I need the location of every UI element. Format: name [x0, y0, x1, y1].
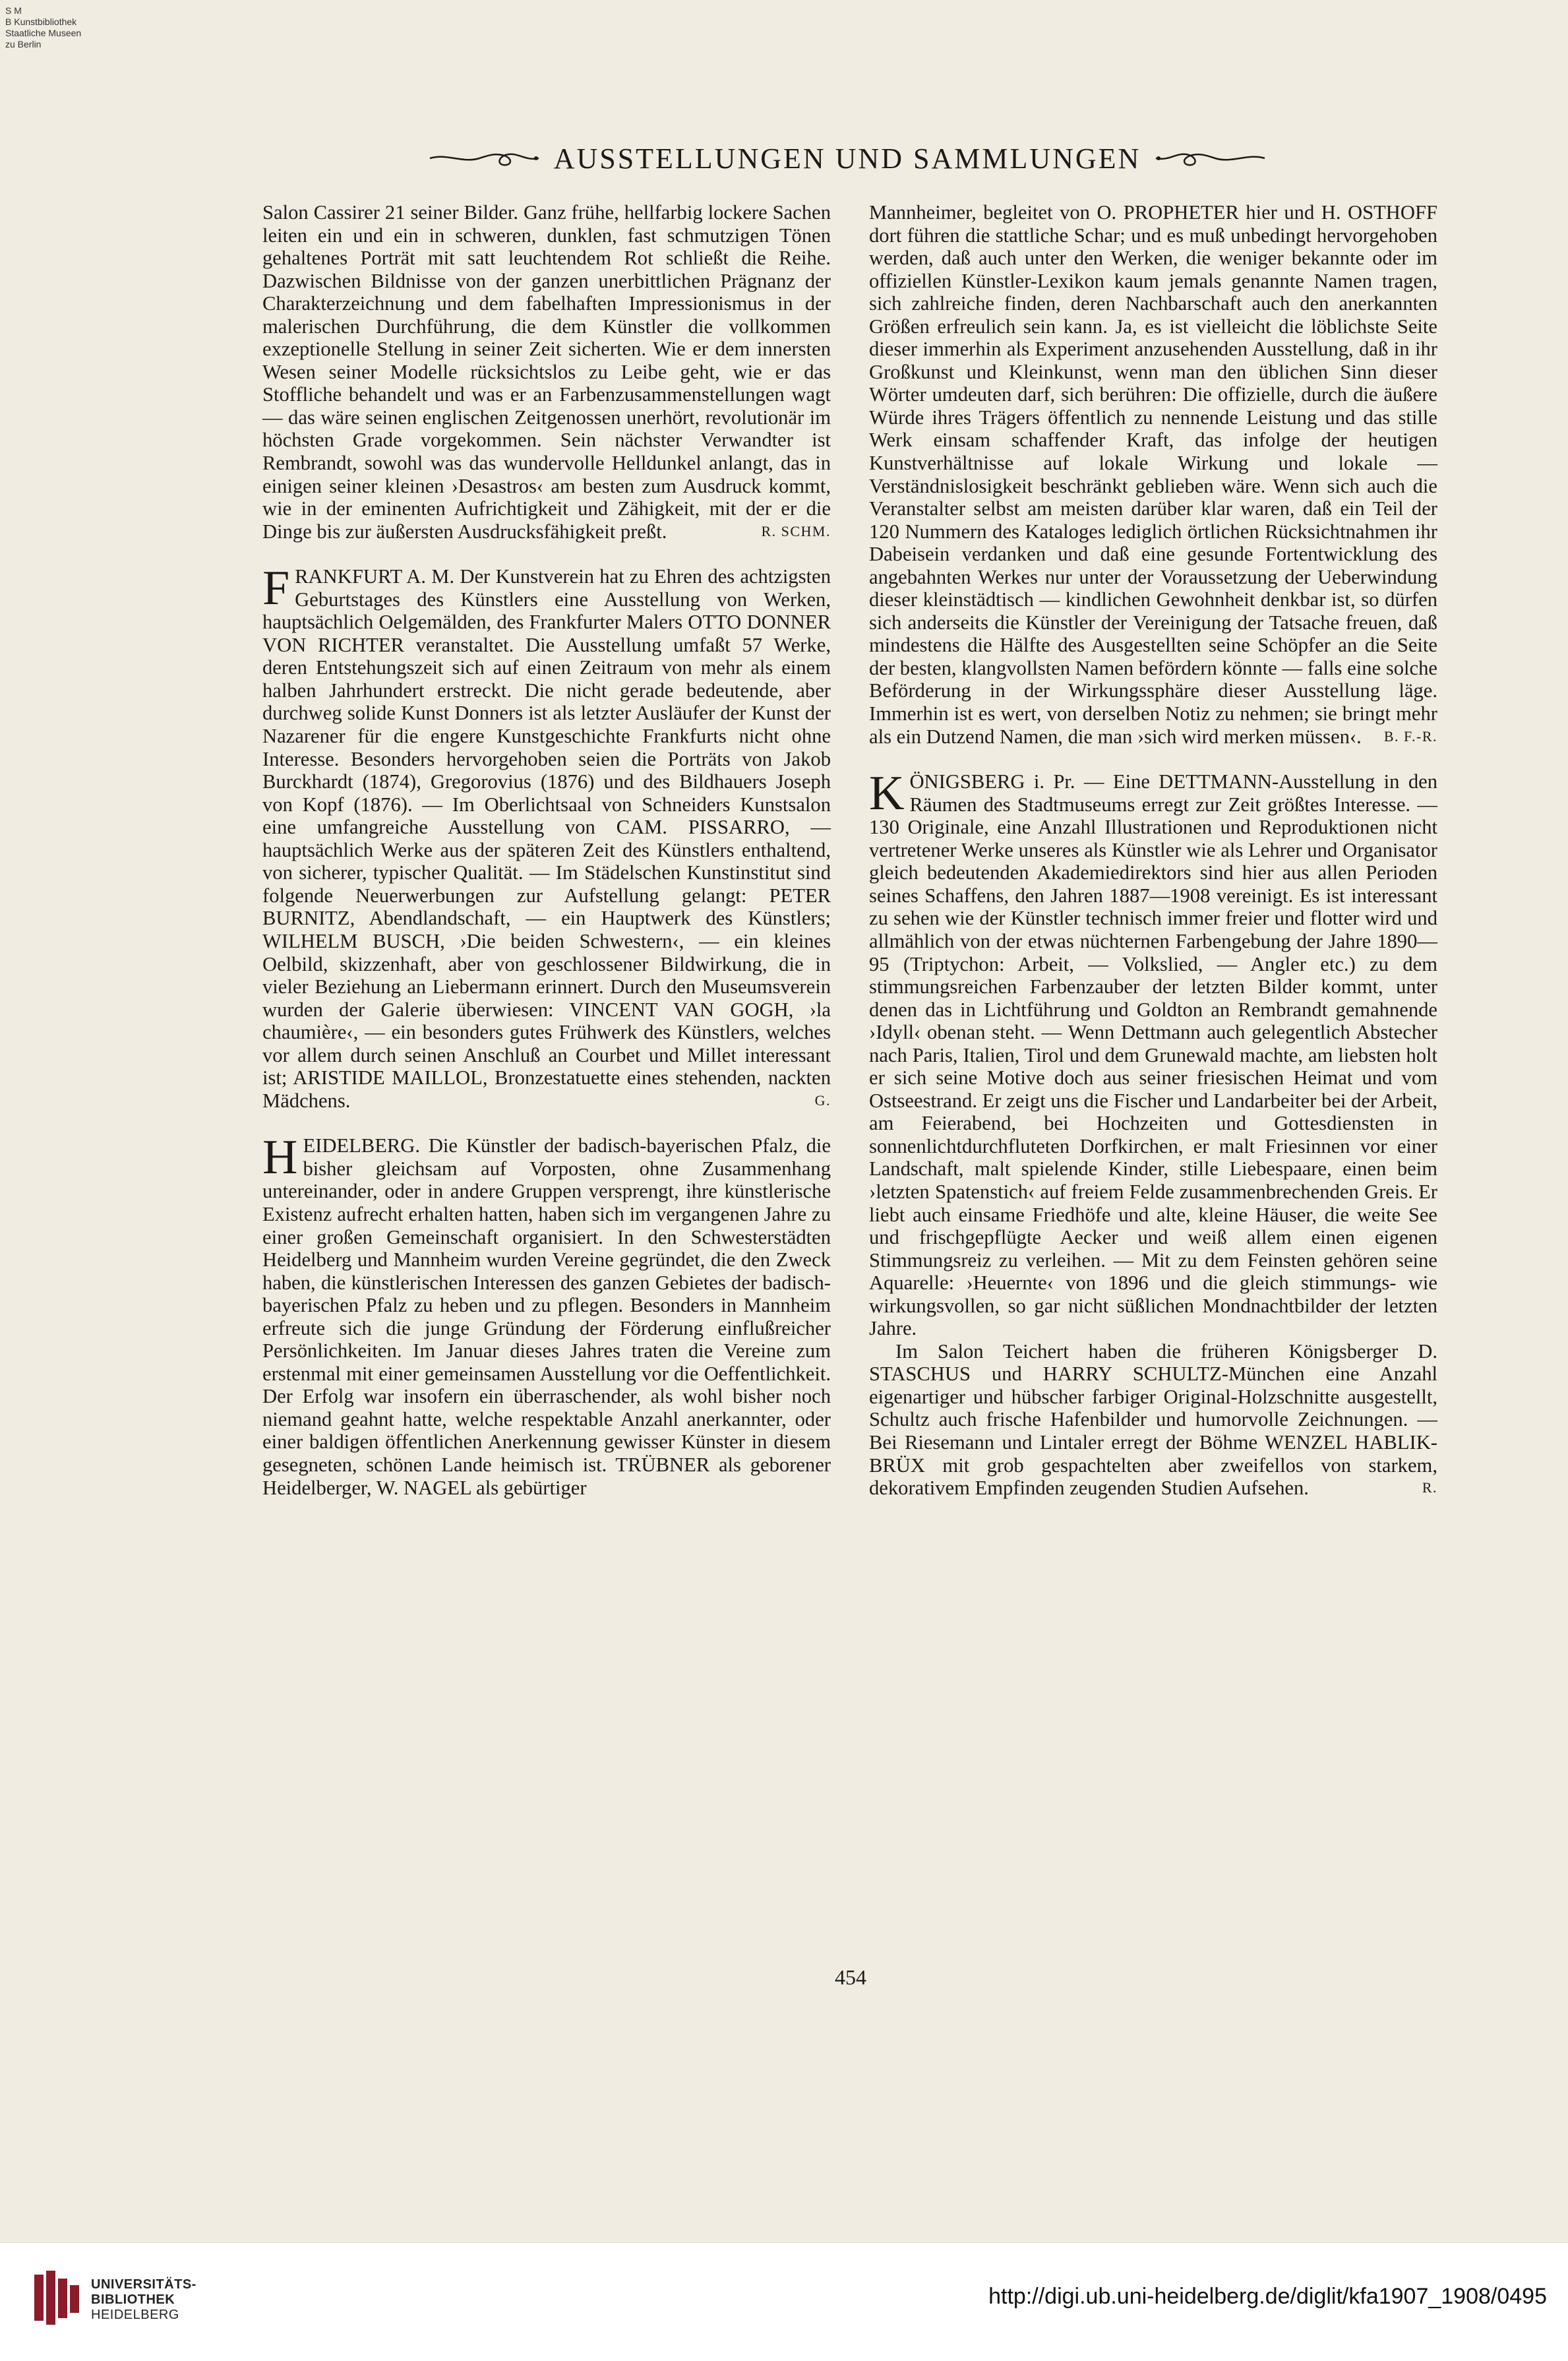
digitization-footer: [0, 2242, 1568, 2361]
stamp-line: S M: [5, 5, 22, 16]
heidelberg-continued-paragraph: [869, 201, 1437, 748]
stamp-line: zu Berlin: [5, 39, 42, 49]
library-name-line: UNIVERSITÄTS-: [91, 2277, 196, 2292]
right-flourish-icon: [1153, 146, 1268, 170]
drop-cap: K: [869, 766, 905, 821]
stamp-line: Staatliche Museen: [5, 28, 82, 38]
library-name-line: BIBLIOTHEK: [91, 2292, 175, 2307]
article-text: ÖNIGSBERG i. Pr. — Eine DETTMANN-Ausstellung in den Räumen des Stadtmuseums erregt zur Zeit größtes Interesse. — 130 Originale, eine Anzahl Illustrationen und Reproduktionen nicht vertretener Werke unseres als Künstler wie als Lehrer und Organisator gleich bedeutenden Akademiedirektors sind hier aus allen Perioden seines Schaffens, den Jahren 1887—1908 vereinigt. Es ist interessant zu sehen wie der Künstler technisch immer freier und flotter wird und allmählich von der etwas nüchternen Farbengebung der Jahre 1890—95 (Triptychon: Arbeit, — Volkslied, — Angler etc.) zu dem stimmungsreichen Farbenzauber der letzten Bilder kommt, unter denen das in Lichtführung und Goldton an Rembrandt gemahnende ›Idyll‹ obenan steht. — Wenn Dettmann auch gelegentlich Abstecher nach Paris, Italien, Tirol und dem Grunewald machte, am liebsten holt er sich seine Motive doch aus seiner friesischen Heimat und vom Ostseestrand. Er zeigt uns die Fischer und Landarbeiter bei der Arbeit, am Feierabend, bei Hochzeiten und Gottesdiensten in sonnenlichtdurchfluteten Dorfkirchen, er malt Friesinnen vor einer Landschaft, malt spielende Kinder, stille Liebespaare, einen beim ›letzten Spatenstich‹ auf freiem Felde zusammenbrechenden Greis. Er liebt auch einsame Friedhöfe und alte, kleine Häuser, die weite See und frischgepflügte Aecker und weiß allem einen eigenen Stimmungsreiz zu verleihen. — Mit zu dem Feinsten gehören seine Aquarelle: ›Heuernte‹ von 1896 und die gleich stimmungs- wie wirkungsvollen, so gar nicht süßlichen Mondnachtbilder der letzten Jahre.: [869, 770, 1437, 1340]
article-text: Im Salon Teichert haben die früheren Königsberger D. STASCHUS und HARRY SCHULTZ-München eine Anzahl eigenartiger und hübscher farbiger Original-Holzschnitte ausgestellt, Schultz auch frische Hafenbilder und humorvolle Zeichnungen. — Bei Riesemann und Lintaler erregt der Böhme WENZEL HABLIK-BRÜX mit grob gespachtelten aber zweifellos von starkem, dekorativem Empfinden zeugenden Studien Aufsehen.: [869, 1339, 1437, 1500]
drop-cap: H: [262, 1130, 298, 1185]
article-text: RANKFURT A. M. Der Kunstverein hat zu Ehren des achtzigsten Geburtstages des Künstlers eine Ausstellung von Werken, hauptsächlich Oelgemälden, des Frankfurter Malers OTTO DONNER VON RICHTER veranstaltet. Die Ausstellung umfaßt 57 Werke, deren Entstehungszeit sich auf einen Zeitraum von mehr als einem halben Jahrhundert erstreckt. Die nicht gerade bedeutende, aber durchweg solide Kunst Donners ist als letzter Ausläufer der Kunst der Nazarener für die engere Kunstgeschichte Frankfurts nicht ohne Interesse. Besonders hervorgehoben seien die Porträts von Jakob Burckhardt (1874), Gregorovius (1876) und des Bildhauers Joseph von Kopf (1876). — Im Oberlichtsaal von Schneiders Kunstsalon eine umfangreiche Ausstellung von CAM. PISSARRO, — hauptsächlich Werke aus der späteren Zeit des Künstlers enthaltend, von sicherer, typischer Qualität. — Im Städelschen Kunstinstitut sind folgende Neuerwerbungen zur Aufstellung gelangt: PETER BURNITZ, Abendlandschaft, — ein Hauptwerk des Künstlers; WILHELM BUSCH, ›Die beiden Schwestern‹, — ein kleines Oelbild, skizzenhaft, aber von geschlossener Bildwirkung, die in vieler Beziehung an Liebermann erinnert. Durch den Museumsverein wurden der Galerie überwiesen: VINCENT VAN GOGH, ›la chaumière‹, — ein besonders gutes Frühwerk des Künstlers, welches vor allem durch seinen Anschluß an Courbet und Millet interessant ist; ARISTIDE MAILLOL, Bronzestatuette eines stehenden, nackten Mädchens.: [262, 565, 831, 1112]
frankfurt-article: [262, 561, 831, 1112]
right-column: [869, 201, 1437, 1500]
heidelberg-article: [262, 1130, 831, 1499]
stamp-line: B Kunstbibliothek: [5, 16, 77, 27]
permalink-url[interactable]: http://digi.ub.uni-heidelberg.de/diglit/kfa1907_1908/0495: [988, 2284, 1547, 2309]
library-name-line: HEIDELBERG: [91, 2308, 179, 2322]
author-signature: R.: [1422, 1479, 1437, 1496]
page-number: 454: [835, 1965, 866, 1989]
author-signature: R. SCHM.: [761, 522, 831, 539]
author-signature: B. F.-R.: [1383, 727, 1437, 745]
library-stamp: [5, 5, 81, 50]
page-title: AUSSTELLUNGEN UND SAMMLUNGEN: [553, 142, 1141, 175]
article-text: Salon Cassirer 21 seiner Bilder. Ganz frühe, hellfarbig lockere Sachen leiten ein und ein in schweren, dunklen, fast schmutzigen Tönen gehaltenes Porträt mit satt leuchtendem Rot schließt die Reihe. Dazwischen Bildnisse von der ganzen unerbittlichen Prägnanz der Charakterzeichnung und dem fabelhaften Impressionismus in der malerischen Durchführung, die dem Künstler die vollkommen exzeptionelle Stellung in seiner Zeit sicherten. Wie er dem innersten Wesen seiner Modelle rücksichtslos zu Leibe geht, wie er das Stoffliche behandelt und was er an Farbenzusammenstellungen wagt — das wäre seinen englischen Zeitgenossen unerhört, revolutionär im höchsten Grade vorgekommen. Sein nächster Verwandter ist Rembrandt, sowohl was das wundervolle Helldunkel anlangt, das in einigen seiner kleinen ›Desastros‹ am besten zum Ausdruck kommt, wie in der eminenten Aufrichtigkeit und Zähigkeit, mit der er die Dinge bis zur äußersten Ausdrucksfähigkeit preßt.: [262, 201, 831, 543]
koenigsberg-paragraph-2: [869, 1340, 1437, 1500]
london-article-paragraph: [262, 201, 831, 543]
university-library-logo-icon: [32, 2268, 82, 2327]
left-column: [262, 201, 831, 1499]
running-head: [409, 135, 1286, 181]
koenigsberg-article: [869, 766, 1437, 1340]
author-signature: G.: [814, 1091, 831, 1109]
library-name: [91, 2277, 196, 2323]
article-text: Mannheimer, begleitet von O. PROPHETER hier und H. OSTHOFF dort führen die stattliche Schar; und es muß unbedingt hervorgehoben werden, daß auch unter den Werken, die weniger bekannte oder im offiziellen Künstler-Lexikon kaum jemals genannte Namen tragen, sich zahlreiche finden, deren Nachbarschaft auch den anerkannten Größen erfreulich sein kann. Ja, es ist vielleicht die löblichste Seite dieser immerhin als Experiment anzusehenden Ausstellung, daß in ihr Großkunst und Kleinkunst, wenn man den üblichen Sinn dieser Wörter umdeuten darf, sich berühren: Die offizielle, durch die äußere Würde ihres Trägers öffentlich zu nennende Leistung und das stille Werk einsam schaffender Kraft, das infolge der heutigen Kunstverhältnisse auf lokale Wirkung und lokale — Verständnislosigkeit beschränkt geblieben wäre. Wenn sich auch die Veranstalter selbst am meisten darüber klar waren, daß ein Teil der 120 Nummern des Kataloges lediglich örtlichen Rücksichtnahmen ihr Dabeisein verdanken und daß eine gesunde Fortentwicklung des angebahnten Werkes nur unter der Voraussetzung der Ueberwindung dieser kleinstädtisch — kindlichen Gewohnheit denkbar ist, so dürfen sich anderseits die Künstler der Vereinigung der Tatsache freuen, daß mindestens die Hälfte des Ausgestellten seine Schöpfer an die Seite der besten, klangvollsten Namen befördern könnte — falls eine solche Beförderung in der Wirkungssphäre dieser Ausstellung läge. Immerhin ist es wert, von derselben Notiz zu nehmen; sie bringt mehr als ein Dutzend Namen, die man ›sich wird merken müssen‹.: [869, 201, 1437, 748]
drop-cap: F: [262, 561, 290, 616]
article-text: EIDELBERG. Die Künstler der badisch-bayerischen Pfalz, die bisher gleichsam auf Vorposten, ohne Zusammenhang untereinander, oder in andere Gruppen versprengt, ihre künstlerische Existenz aufrecht erhalten hatten, haben sich im vergangenen Jahre zu einer großen Gemeinschaft organisiert. In den Schwesterstädten Heidelberg und Mannheim wurden Vereine gegründet, die den Zweck haben, die künstlerischen Interessen des ganzen Gebietes der badisch-bayerischen Pfalz zu heben und zu pflegen. Besonders in Mannheim erfreute sich die junge Gründung der Förderung einflußreicher Persönlichkeiten. Im Januar dieses Jahres traten die Vereine zum erstenmal mit einer gemeinsamen Ausstellung vor die Oeffentlichkeit. Der Erfolg war insofern ein überraschender, als wohl bisher noch niemand geahnt hatte, welche respektable Anzahl anerkannter, oder einer baldigen öffentlichen Anerkennung gewisser Künster in diesem gesegneten, schönen Lande heimisch ist. TRÜBNER als geborener Heidelberger, W. NAGEL als gebürtiger: [262, 1134, 831, 1499]
left-flourish-icon: [427, 146, 542, 170]
